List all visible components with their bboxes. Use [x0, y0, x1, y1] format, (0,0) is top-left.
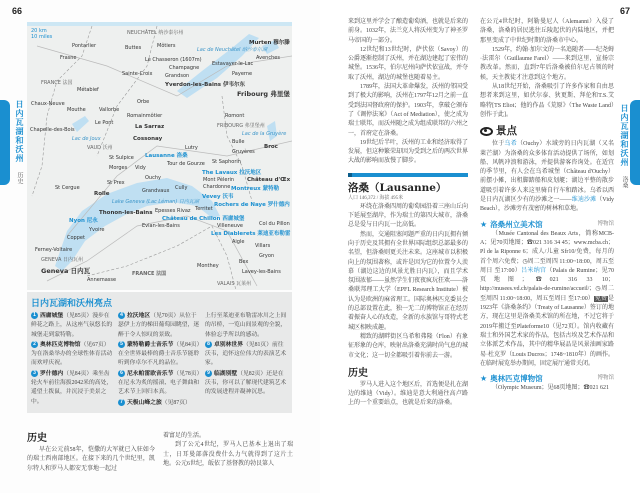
side-tab [630, 100, 640, 185]
map-label: Payerne [232, 71, 253, 77]
map-label: Vallorbe [99, 107, 120, 113]
map-label: Aigle [232, 239, 245, 245]
highlight-item [118, 399, 201, 408]
highlight-name: 尼永帕雷欧音乐节 [127, 370, 174, 377]
highlight-text: （见85页）漫步在鲜花之路上，从这座气氛悠长的城堡走到蒙特勒。 [31, 313, 113, 338]
number-badge: 3 [31, 370, 38, 377]
map-label: Gryon [259, 253, 275, 259]
map-label: Coppet [67, 235, 85, 241]
page-number: 66 [12, 6, 23, 16]
map-label: Cully [175, 185, 188, 191]
map-label: Le Pont [95, 120, 114, 126]
lausanne-text [348, 203, 468, 361]
map-label: Chaux-Neuve [31, 101, 65, 107]
map-label: Geneva 日内瓦 [41, 267, 91, 275]
text: （Musée Cantonal des Beaux Arts，简称MCB-A；见70页地图；☎021 316 34 45；www.mcba.ch；Pl de la Riponne 6；成人/儿童 Sfr10/免费，每月的首个周六免费；◷周二至周四 11:00~18:00，周五至周日 至17:00） [480, 230, 614, 274]
highlight-item [118, 370, 201, 398]
museum1-name: 洛桑州立美术馆 [490, 219, 543, 229]
highlights-title: 日内瓦湖和沃州亮点 [31, 299, 113, 309]
highlight-name: 拉沃地区 [127, 313, 151, 319]
map-scale [31, 29, 52, 40]
paragraph: 1789年，法国大革命爆发，沃州的邻国受到了极大的影响，沃州在1797年12月之前一直受到法国督政府的保护。1903年，拿破仑颁布了《调停法案》（Act of Mediation），使之成为瑞士联邦，而沃州随之成为组成联邦的六州之一，首府定在洛桑。 [348, 84, 469, 137]
page-number: 67 [619, 6, 630, 16]
museum1-heading [480, 219, 543, 230]
map-label: Yverdon-les-Bains 伊韦尔东 [165, 82, 245, 88]
map-label: GENEVA 日内瓦州 [41, 257, 84, 263]
map-label: Annemasse [87, 277, 117, 283]
number-badge: 9 [205, 370, 212, 377]
museum2-heading-row [480, 373, 614, 384]
star-icon: ★ [480, 374, 488, 384]
history-heading: 历史 [27, 433, 47, 444]
paragraph: 12世纪和13世纪时，萨伏依（Savoy）的公爵逐渐控制了沃州，并在湖边建起了宏伟的城堡。1536年，伯尔尼州向萨伏依宣战，并夺取了沃州，湖边的城堡也随着易主。 [348, 46, 469, 81]
highlight-name: 天极山峰之旅 [127, 399, 162, 406]
scale-km: 20 km [31, 28, 47, 34]
map-label: St Sulpice [109, 155, 134, 161]
highlight-item-cont: 上行至莱迪亚布勒雷冰川之上间的吊桥，一览山间景观的全貌，体验忘乎所以的感动。 [205, 313, 287, 338]
map-label: Bulle [232, 139, 245, 145]
highlights-box [27, 292, 292, 413]
map-label: Romont [225, 113, 245, 119]
highlight-item [31, 312, 114, 340]
history-col1 [27, 432, 155, 474]
highlight-name: 罗什德内 [40, 370, 64, 377]
eye-icon [480, 127, 493, 136]
paragraph: 然而，交通阻塞问题严重的日内瓦拥有倾向于历史及其拥有全世界国际组织总部最多的名望，但洛桑则更关注未来。这座城市以积极向上的氛围著称，或许是因为它的位置令人羡慕（湖边这边的风景尤胜日内瓦），而且学术氛围浓郁——虽然学生们夜夜疯玩狂欢——洛桑联邦理工大学（EPFL Research Institute）被认为是欧洲的麻省理工。国际奥林匹克委员会的总部设置在此，独一无二的博物馆正在经历着振奋人心的改造，全新的水族馆与哥特式老城区相映成趣。 [348, 231, 469, 331]
map-label: St Saphorin [212, 159, 241, 165]
paragraph: 到了公元4世纪，罗马人已基本上退出了瑞士，日耳曼部落没费什么力气就得到了这片土地。公元6世纪，皈依了基督教的勃艮第人 [163, 442, 293, 467]
museum2-heading [480, 373, 543, 384]
section-bar [348, 173, 468, 177]
highlight-name: 奥林匹克博物馆 [40, 341, 81, 348]
col2-top-text [480, 18, 614, 120]
sights-intro [480, 140, 614, 214]
map-label: Rolle [94, 191, 110, 197]
map-label: Estavayer-le-Lac [212, 61, 254, 67]
paragraph: 在公元4世纪时，阿勒曼尼人（Alemanni）入侵了洛桑，洛桑的居民逃往丘陵起伏的内陆地区，并把那里变成了中世纪时期的洛桑市中心。 [480, 19, 614, 44]
paragraph: 精致的湖畔街区乌希和弗隆（Flon）有象征形象的仓库，映射出洛桑充满时尚气息的城市文化；这一切全都吸引着你前去一游。 [348, 333, 469, 359]
map-label: Evian-les-Bains [142, 223, 180, 229]
text: （Ouchy）水域旁的日内瓦湖（又名莱芒湖）为洛桑的众多体育活动提供了场所，如划船、风帆冲浪和游泳，并提供游客咨询处。在适宜的季节里，有人会在乌希城堡（Château d'Ouchy）前摆小摊，出租脚踏船和皮划艇；湖边平整的散步道吸引着许多人来这里骑自行车和踏冰。乌希以西是日内瓦湖区少有的沙滩之一—— [480, 141, 614, 204]
highlight-text: （见84页）乘坐齿轮火车前往海拔2042米的高处，遥望土拨鼠，并沉浸于美景之中。 [31, 370, 113, 405]
highlight-name: 蒙特勒爵士音乐节 [127, 341, 174, 348]
paragraph: 早在公元前58年，恺撒的大军就已入驻如今的瑞士西南部地区。在接下来的几个世纪里，凯尔特人和罗马人都安无事地一起过 [27, 447, 155, 472]
right-page [320, 0, 640, 493]
map-label: Château de Chillon 西庸城堡 [162, 216, 245, 222]
map-label: St Cergue [55, 185, 80, 191]
map-label: Ferney-Voltaire [35, 247, 73, 253]
map-label: Morges [109, 165, 128, 171]
side-tab-sub: 历史 [16, 172, 23, 184]
highlight-text: （见82页）还是在沃韦，你可以了解现代建筑艺术的发展进程并凝神沉思。 [205, 370, 287, 396]
map-label: Territet [195, 206, 213, 212]
map-label: Cossonay [133, 136, 163, 142]
map-label: Vevey 沃韦 [202, 194, 234, 200]
map-label: Le Chasseron (1607m) [145, 57, 202, 63]
map-label: Monthey [197, 263, 219, 269]
highlights-col [31, 312, 114, 409]
paragraph: 1529年，约翰·加尔文的一名追随者——纪尧姆·法雷尔（Guillaume Farel）——来到这里，宣扬宗教改革。然而，直到7年后洛桑被伯尔尼占领的时候，天主教徒才注意到这个地方。 [480, 46, 614, 81]
highlight-text: （见67页）为在洛桑举办的全球性体育活动而欢呼庆祝。 [31, 341, 113, 367]
map-label: VAUD 沃州 [87, 145, 113, 151]
map-label: Grandvaux [142, 188, 170, 194]
map-label: Lac de la Gruyère [242, 131, 287, 137]
number-badge: 4 [118, 312, 125, 319]
history-text [348, 381, 468, 409]
map-label: Lavey-les-Bains [242, 269, 281, 275]
side-tab [0, 100, 10, 185]
highlight-item [118, 341, 201, 369]
free-badge: 免费 [594, 295, 607, 302]
map-label: Murten 穆尔滕 [249, 40, 290, 46]
map-label: Môtiers [157, 43, 176, 49]
scale-miles: 10 miles [31, 33, 53, 40]
map-label: Chapelle-des-Bois [30, 127, 75, 133]
map-label: La Sarraz [135, 124, 165, 130]
ouchy-link[interactable]: 乌希 [504, 141, 517, 148]
highlight-item [118, 312, 201, 340]
map-label: Lutry [185, 145, 198, 151]
museum2-name: 奥林匹克博物馆 [490, 374, 543, 384]
number-badge: 1 [31, 312, 38, 319]
map-label: Buttes [125, 45, 142, 51]
highlights-col [118, 312, 201, 409]
sights-title: 景点 [496, 125, 517, 138]
museum1-tag: 博物馆 [597, 220, 614, 227]
map-label: FRANCE 法国 [132, 271, 167, 277]
map-label: Lac de Joux [72, 136, 101, 142]
map-label: FRANCE 法国 [41, 80, 73, 86]
paragraph: 19世纪后半叶，沃州的工业和经济取得了发展，但这种繁荣却因为受到之后的两次世界大战的影响而放慢了脚步。 [348, 139, 469, 165]
map-label: Villeneuve [217, 223, 244, 229]
map-label: Fribourg 弗里堡 [237, 90, 290, 98]
map-label: Broc [264, 144, 278, 150]
map-label: Thonon-les-Bains [99, 210, 153, 216]
highlight-text: （见78页）在尼永为炙的摇滚、电子舞曲和艺术节上回归本真。 [118, 370, 200, 396]
map-label: Mouthe [67, 107, 86, 113]
map-label: Nyon 尼永 [69, 218, 98, 224]
museum2-text [480, 384, 614, 393]
map-label: Lake Geneva (Lac Léman) 日内瓦湖 [112, 199, 199, 205]
paragraph: 环绕在洛桑四周的葡萄园沿着三座山丘向下延展至湖岸，作为瑞士的第四大城市，洛桑总是爱与日内瓦一比高低。 [348, 203, 469, 229]
map-label: Pontarlier [72, 43, 97, 49]
highlight-name: 卓别林世界 [214, 341, 243, 348]
region-map [27, 22, 292, 290]
map-label: Lausanne 洛桑 [145, 153, 188, 159]
vidy-beach-link[interactable]: 维迪沙滩 [571, 197, 597, 204]
text: （Vidy Beach），沙滩旁有茂密的树林和草地。 [480, 197, 614, 213]
text: 位于 [492, 141, 505, 148]
side-tab-sub: 洛桑 [621, 176, 628, 188]
map-label: FRIBOURG 弗里堡州 [217, 123, 265, 129]
paragraph: 着富足的生活。 [163, 433, 206, 439]
map-label: Tour de Gourze [167, 161, 205, 167]
highlight-text: （见70页）从位于瑟伊上方的梯田葡萄园眺望，迷醉于令人惊叹的景致。 [118, 313, 200, 338]
highlight-name: 临湖别墅 [214, 370, 238, 377]
map-label: Mont Pèlerin [203, 177, 235, 183]
map-label: Sainte-Croix [122, 71, 153, 77]
highlight-item [205, 370, 288, 398]
map-label: Orbe [137, 99, 150, 105]
map-label: VALAIS 瓦莱州 [217, 281, 252, 287]
star-icon: ★ [480, 219, 488, 229]
map-label: Yvoire [89, 227, 105, 233]
map-label: Métabief [77, 87, 99, 93]
museum2-tag: 博物馆 [597, 375, 614, 382]
museum1-heading-row [480, 219, 614, 230]
number-badge: 7 [118, 399, 125, 406]
palais-de-rumine-link[interactable]: 吕米纳宫 [521, 267, 547, 274]
map-label: Lac de Neuchâtel 纳沙泰尔湖 [197, 47, 268, 53]
map-label: Gruyères [232, 149, 255, 155]
map-label: Villars [255, 243, 271, 249]
right-col1 [348, 18, 468, 409]
lausanne-meta: 人口 146,372 / 海拔 495米 [348, 195, 404, 201]
highlight-name: 西庸城堡 [40, 313, 64, 319]
map-label: Bex [239, 259, 249, 265]
number-badge: 5 [118, 341, 125, 348]
paragraph: （Olympic Museum；见68页地图；☎021 621 [492, 385, 609, 392]
map-label: Romainmôtier [127, 113, 163, 119]
paragraph: 从18世纪开始，洛桑吸引了许多作家和自由思想者来到这里，如伏尔泰、狄更斯、拜伦和T.S.艾略特[TS Eliot；他的作品《荒原》（The Waste Land）创作于此]。 [480, 84, 614, 118]
map-label: NEUCHÂTEL 纳沙泰尔州 [127, 30, 184, 36]
highlight-text: （见84页）在全世界最棒的爵士音乐节能聆听到你卓尔不凡的品位。 [118, 341, 200, 367]
number-badge: 2 [31, 341, 38, 348]
map-label: Ouchy [145, 175, 161, 181]
right-col2 [480, 18, 614, 393]
paragraph: 来到这里并学会了酿造葡萄酒，也就是后来的前身。1032年，法兰克人将沃州变为了神圣罗马帝国的一部分。 [348, 19, 469, 44]
sights-heading [480, 124, 614, 138]
map-label: Chardonne [203, 184, 231, 190]
map-label: Rochers de Naye 罗什德内 [214, 202, 290, 208]
map-label: Col du Pillon [259, 221, 290, 227]
highlight-text: （见81页）前往沃韦，追怀这位伟大的表演艺术家。 [205, 341, 287, 367]
lausanne-heading: 洛桑（Lausanne） [348, 181, 447, 194]
map-label: Vidy [135, 165, 146, 171]
side-tab-title: 日内瓦湖和沃州 [620, 104, 629, 167]
text: （Palais de Rumine；见70页地图；☎021 316 33 10；http://musees.vd.ch/palais-de-rumine/accueil/；◷周二至周四 11:00~18:00，周五至周日 至17:00） [480, 267, 614, 302]
paragraph: 罗马人进入这个地区后，首选便是扎在湖边的维迪（Vidy）。维迪是意大利通往高卢路上的一个重要站点，也就是后来的洛桑。 [348, 381, 469, 407]
map-label: Rivaz [177, 208, 191, 214]
highlights-col [205, 312, 288, 409]
text: 是1923年《洛桑条约》（Treaty of Lausanne）签订的地方，现在这里是洛桑美术馆的所在地，不过它将于2019年搬迁至Plateforme10（见72页）。馆内收藏有瑞士和外国艺术家的作品，包括古埃及艺术作品和立体派艺术作品，其中的精华展品是风景油画家路易·杜克罗（Louis Ducros；1748~1810年）的画作。在临时展览举办期间，固定展厅通常关闭。 [480, 295, 614, 367]
history-heading: 历史 [348, 367, 368, 379]
map-label: Epesses [155, 208, 176, 214]
col1-top-text [348, 18, 468, 167]
map-label: Avenches [256, 55, 280, 61]
map-label: St Prex [107, 180, 125, 186]
map-label: Frasne [60, 55, 77, 61]
number-badge: 8 [205, 341, 212, 348]
map-label: Champagne [169, 65, 200, 71]
map-label: Château d'Œx [247, 177, 291, 183]
highlight-item [31, 370, 114, 407]
number-badge: 6 [118, 370, 125, 377]
highlight-item [31, 341, 114, 369]
map-label: Grandson [165, 73, 190, 79]
highlight-item [205, 341, 288, 369]
highlight-text: （见87页） [161, 399, 191, 406]
map-label: Les Diablerets 莱迪亚布勒雷 [211, 231, 291, 237]
museum1-text [480, 230, 614, 369]
map-label: Montreux 蒙特勒 [231, 186, 280, 192]
side-tab-title: 日内瓦湖和沃州 [15, 100, 24, 163]
history-col2 [163, 432, 293, 469]
map-label: The Lavaux 拉沃地区 [202, 170, 262, 176]
